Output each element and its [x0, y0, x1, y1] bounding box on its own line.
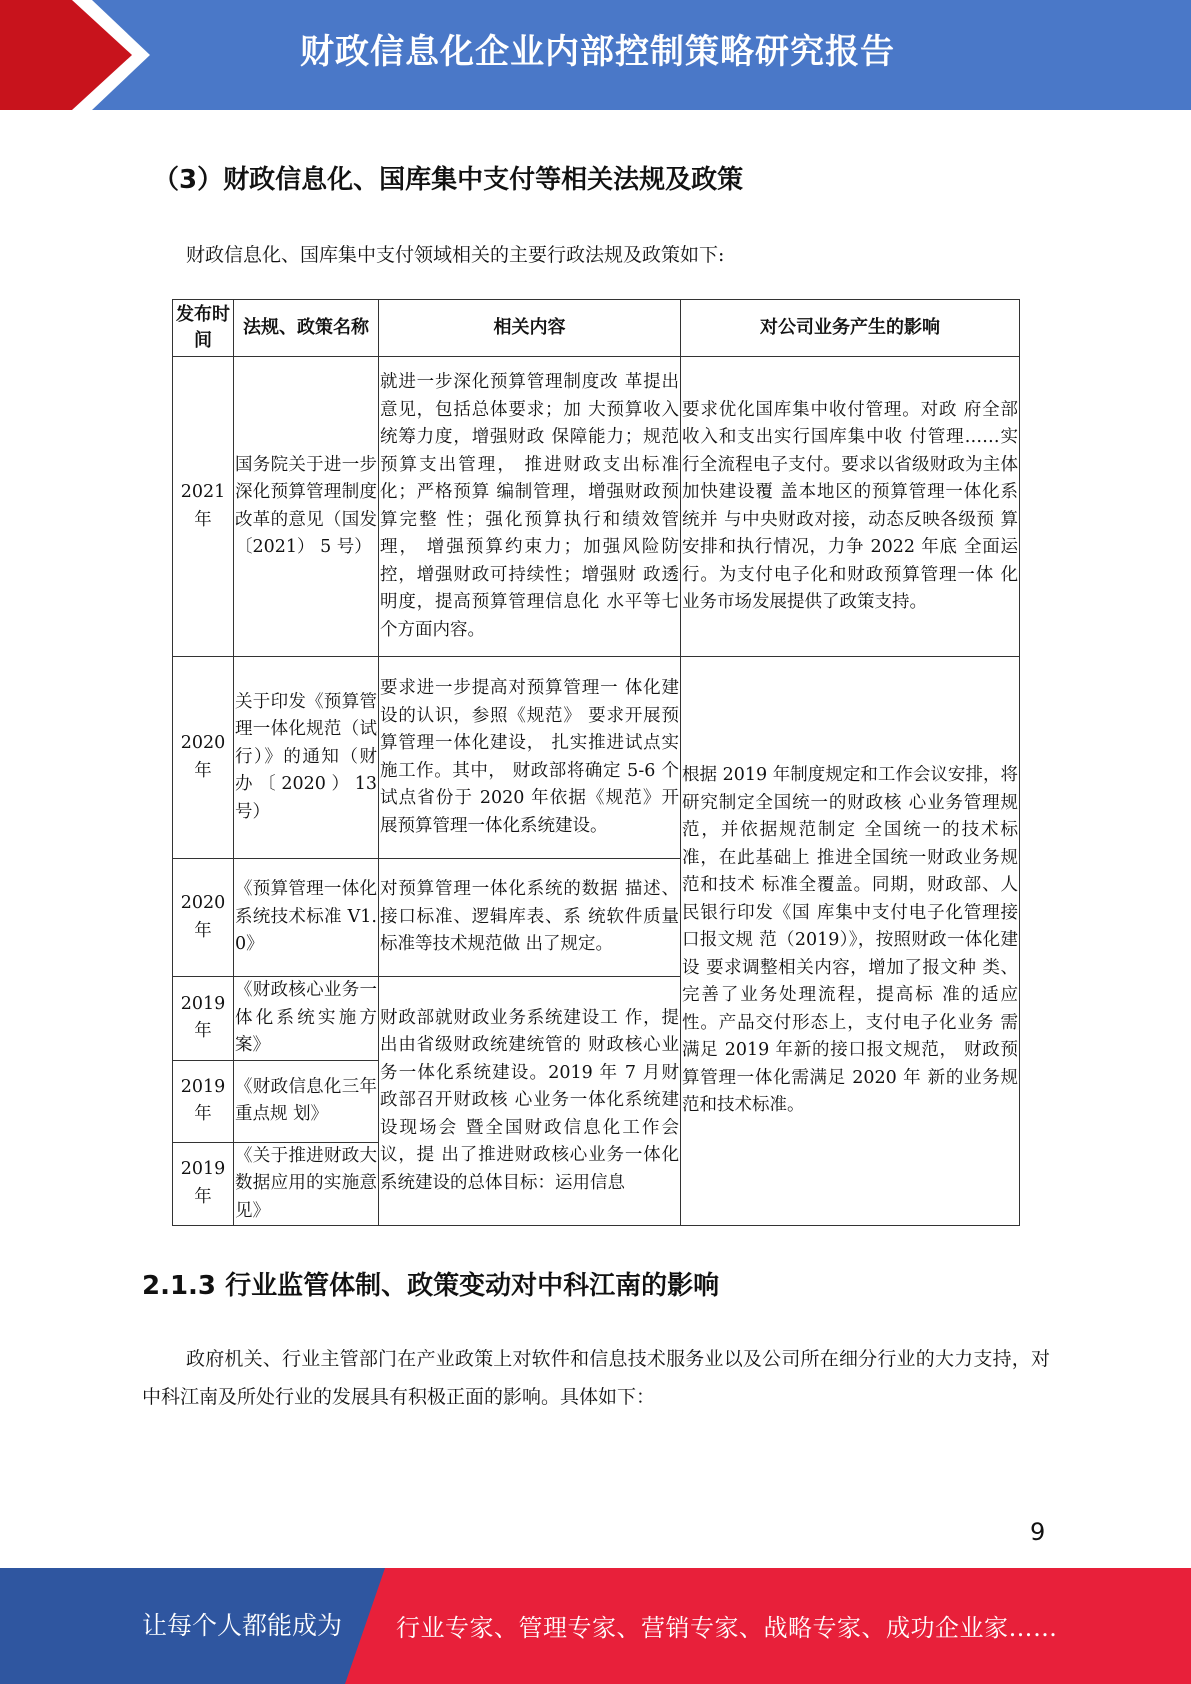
- policy-content-cell: 就进一步深化预算管理制度改 革提出意见，包括总体要求；加 大预算收入统筹力度，增强财政 保障能力；规范预算支出管理， 推进财政支出标准化；严格预算 编制管理，增强财政预算完整 性；强化预算执行和绩效管理， 增强预算约束力；加强风险防 控，增强财政可持续性；增强财 政透明度，提高预算管理信息化 水平等七个方面内容。: [379, 357, 681, 657]
- header-cell-impact: 对公司业务产生的影响: [681, 300, 1020, 357]
- subsection-heading: 2.1.3 行业监管体制、政策变动对中科江南的影响: [142, 1271, 720, 1301]
- footer-slogan-left: 让每个人都能成为: [142, 1611, 343, 1640]
- year-cell: 2020 年: [173, 859, 234, 977]
- header-cell-name: 法规、政策名称: [234, 300, 379, 357]
- page-number: 9: [1030, 1518, 1046, 1546]
- policy-name-cell: 《关于推进财政大数据应用的实施意见》: [234, 1142, 379, 1226]
- policy-name-cell: 《财政核心业务一体化系统实施方案》: [234, 977, 379, 1061]
- section-heading: （3）财政信息化、国库集中支付等相关法规及政策: [153, 165, 744, 195]
- policy-content-cell: 要求进一步提高对预算管理一 体化建设的认识，参照《规范》 要求开展预算管理一体化建设， 扎实推进试点实施工作。其中， 财政部将确定 5-6 个试点省份于 2020 年依据《规范》开展预算管理一体化系统建设。: [379, 657, 681, 859]
- body-paragraph: 政府机关、行业主管部门在产业政策上对软件和信息技术服务业以及公司所在细分行业的大力支持，对中科江南及所处行业的发展具有积极正面的影响。具体如下：: [142, 1348, 1050, 1408]
- policy-name-cell: 国务院关于进一步深化预算管理制度改革的意见（国发〔2021） 5 号）: [234, 357, 379, 657]
- table-header-row: [173, 300, 1020, 357]
- year-cell: 2020 年: [173, 657, 234, 859]
- policy-content-cell: 财政部就财政业务系统建设工 作，提出由省级财政统建统管的 财政核心业务一体化系统建设。2019 年 7 月财政部召开财政核 心业务一体化系统建设现场会 暨全国财政信息化工作会议，提 出了推进财政核心业务一体化 系统建设的总体目标：运用信息: [379, 977, 681, 1226]
- policy-name-cell: 关于印发《预算管理一体化规范（试行）》的通知（财办〔2020）13 号）: [234, 657, 379, 859]
- year-cell: 2019 年: [173, 977, 234, 1061]
- policy-impact-cell: 要求优化国库集中收付管理。对政 府全部收入和支出实行国库集中收 付管理……实行全流程电子支付。要求以省级财政为主体加快建设覆 盖本地区的预算管理一体化系统并 与中央财政对接，动态反映各级预 算安排和执行情况，力争 2022 年底 全面运行。为支付电子化和财政预算管理一体 化业务市场发展提供了政策支持。: [681, 357, 1020, 657]
- table-row: [173, 657, 1020, 859]
- header-cell-date: 发布时间: [173, 300, 234, 357]
- footer-slogan-right: 行业专家、管理专家、营销专家、战略专家、成功企业家……: [396, 1614, 1058, 1642]
- year-cell: 2019 年: [173, 1060, 234, 1142]
- section-intro: 财政信息化、国库集中支付领域相关的主要行政法规及政策如下:: [186, 244, 725, 266]
- policy-content-cell: 对预算管理一体化系统的数据 描述、接口标准、逻辑库表、系 统软件质量标准等技术规范做 出了规定。: [379, 859, 681, 977]
- header-cell-content: 相关内容: [379, 300, 681, 357]
- year-cell: 2019 年: [173, 1142, 234, 1226]
- policy-name-cell: 《预算管理一体化系统技术标准 V1.0》: [234, 859, 379, 977]
- table-row: [173, 357, 1020, 657]
- page-footer: [0, 1568, 1191, 1684]
- report-title: 财政信息化企业内部控制策略研究报告: [300, 32, 895, 72]
- year-cell: 2021 年: [173, 357, 234, 657]
- header-arrow-icon: [0, 0, 132, 110]
- policy-name-cell: 《财政信息化三年重点规 划》: [234, 1060, 379, 1142]
- policy-impact-cell: 根据 2019 年制度规定和工作会议安排，将研究制定全国统一的财政核 心业务管理规范，并依据规范制定 全国统一的技术标准，在此基础上 推进全国统一财政业务规范和技术 标准全覆盖。同期，财政部、人民银行印发《国 库集中支付电子化管理接口报文规 范（2019）》，按照财政一体化建设 要求调整相关内容，增加了报文种 类、完善了业务处理流程，提高标 准的适应性。产品交付形态上，支付电子化业务 需满足 2019 年新的接口报文规范， 财政预算管理一体化需满足 2020 年 新的业务规范和技术标准。: [681, 657, 1020, 1226]
- policy-table: [172, 299, 1020, 1226]
- page-header: [0, 0, 1191, 110]
